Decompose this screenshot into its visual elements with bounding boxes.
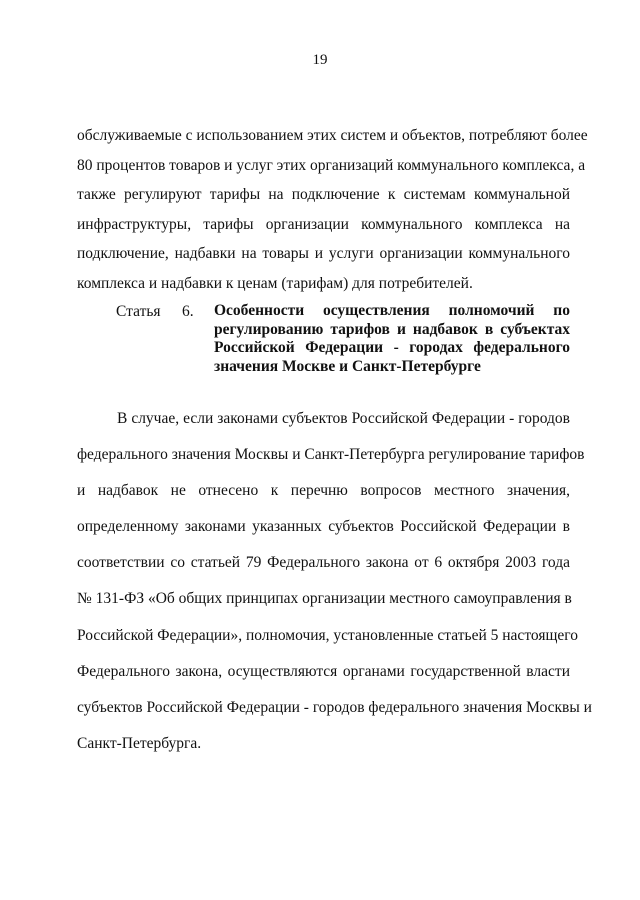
article-label: Статья [116, 303, 161, 320]
text-line: Санкт-Петербурга. [77, 734, 202, 752]
article-title-line: значения Москве и Санкт-Петербурге [214, 357, 481, 375]
text-line: Российской Федерации», полномочия, установленные статьей 5 настоящего [77, 626, 579, 644]
article-title [214, 302, 570, 376]
text-line: Федерального закона, осуществляются органами государственной власти [77, 662, 570, 680]
article-title-line: Особенности осуществления полномочий по [214, 302, 570, 319]
text-line: соответствии со статьей 79 Федерального закона от 6 октября 2003 года [77, 554, 570, 572]
article-number: 6. [182, 303, 194, 320]
article-body-paragraph [77, 401, 592, 762]
text-line: федерального значения Москвы и Санкт-Петербурга регулирование тарифов [77, 446, 585, 464]
text-line: и надбавок не отнесено к перечню вопросов местного значения, [77, 482, 570, 500]
text-line: субъектов Российской Федерации - городов федерального значения Москвы и [77, 698, 592, 716]
text-line: комплекса и надбавки к ценам (тарифам) для потребителей. [77, 274, 473, 292]
text-line: обслуживаемые с использованием этих систем и объектов, потребляют более [77, 127, 588, 144]
text-line: подключение, надбавки на товары и услуги организации коммунального [77, 245, 570, 263]
text-line: 80 процентов товаров и услуг этих организаций коммунального комплекса, а [77, 156, 586, 174]
text-line: № 131-ФЗ «Об общих принципах организации местного самоуправления в [77, 590, 572, 608]
text-line: инфраструктуры, тарифы организации коммунального комплекса на [77, 215, 570, 233]
text-line: также регулируют тарифы на подключение к системам коммунальной [77, 186, 570, 204]
article-title-line: Российской Федерации - городах федерального [214, 339, 570, 356]
article-title-line: регулированию тарифов и надбавок в субъектах [214, 320, 570, 338]
body-paragraph-continuation [77, 121, 588, 299]
text-line: определенному законами указанных субъектов Российской Федерации в [77, 518, 570, 536]
text-line: В случае, если законами субъектов Российской Федерации - городов [117, 410, 570, 427]
page-number: 19 [312, 52, 328, 68]
